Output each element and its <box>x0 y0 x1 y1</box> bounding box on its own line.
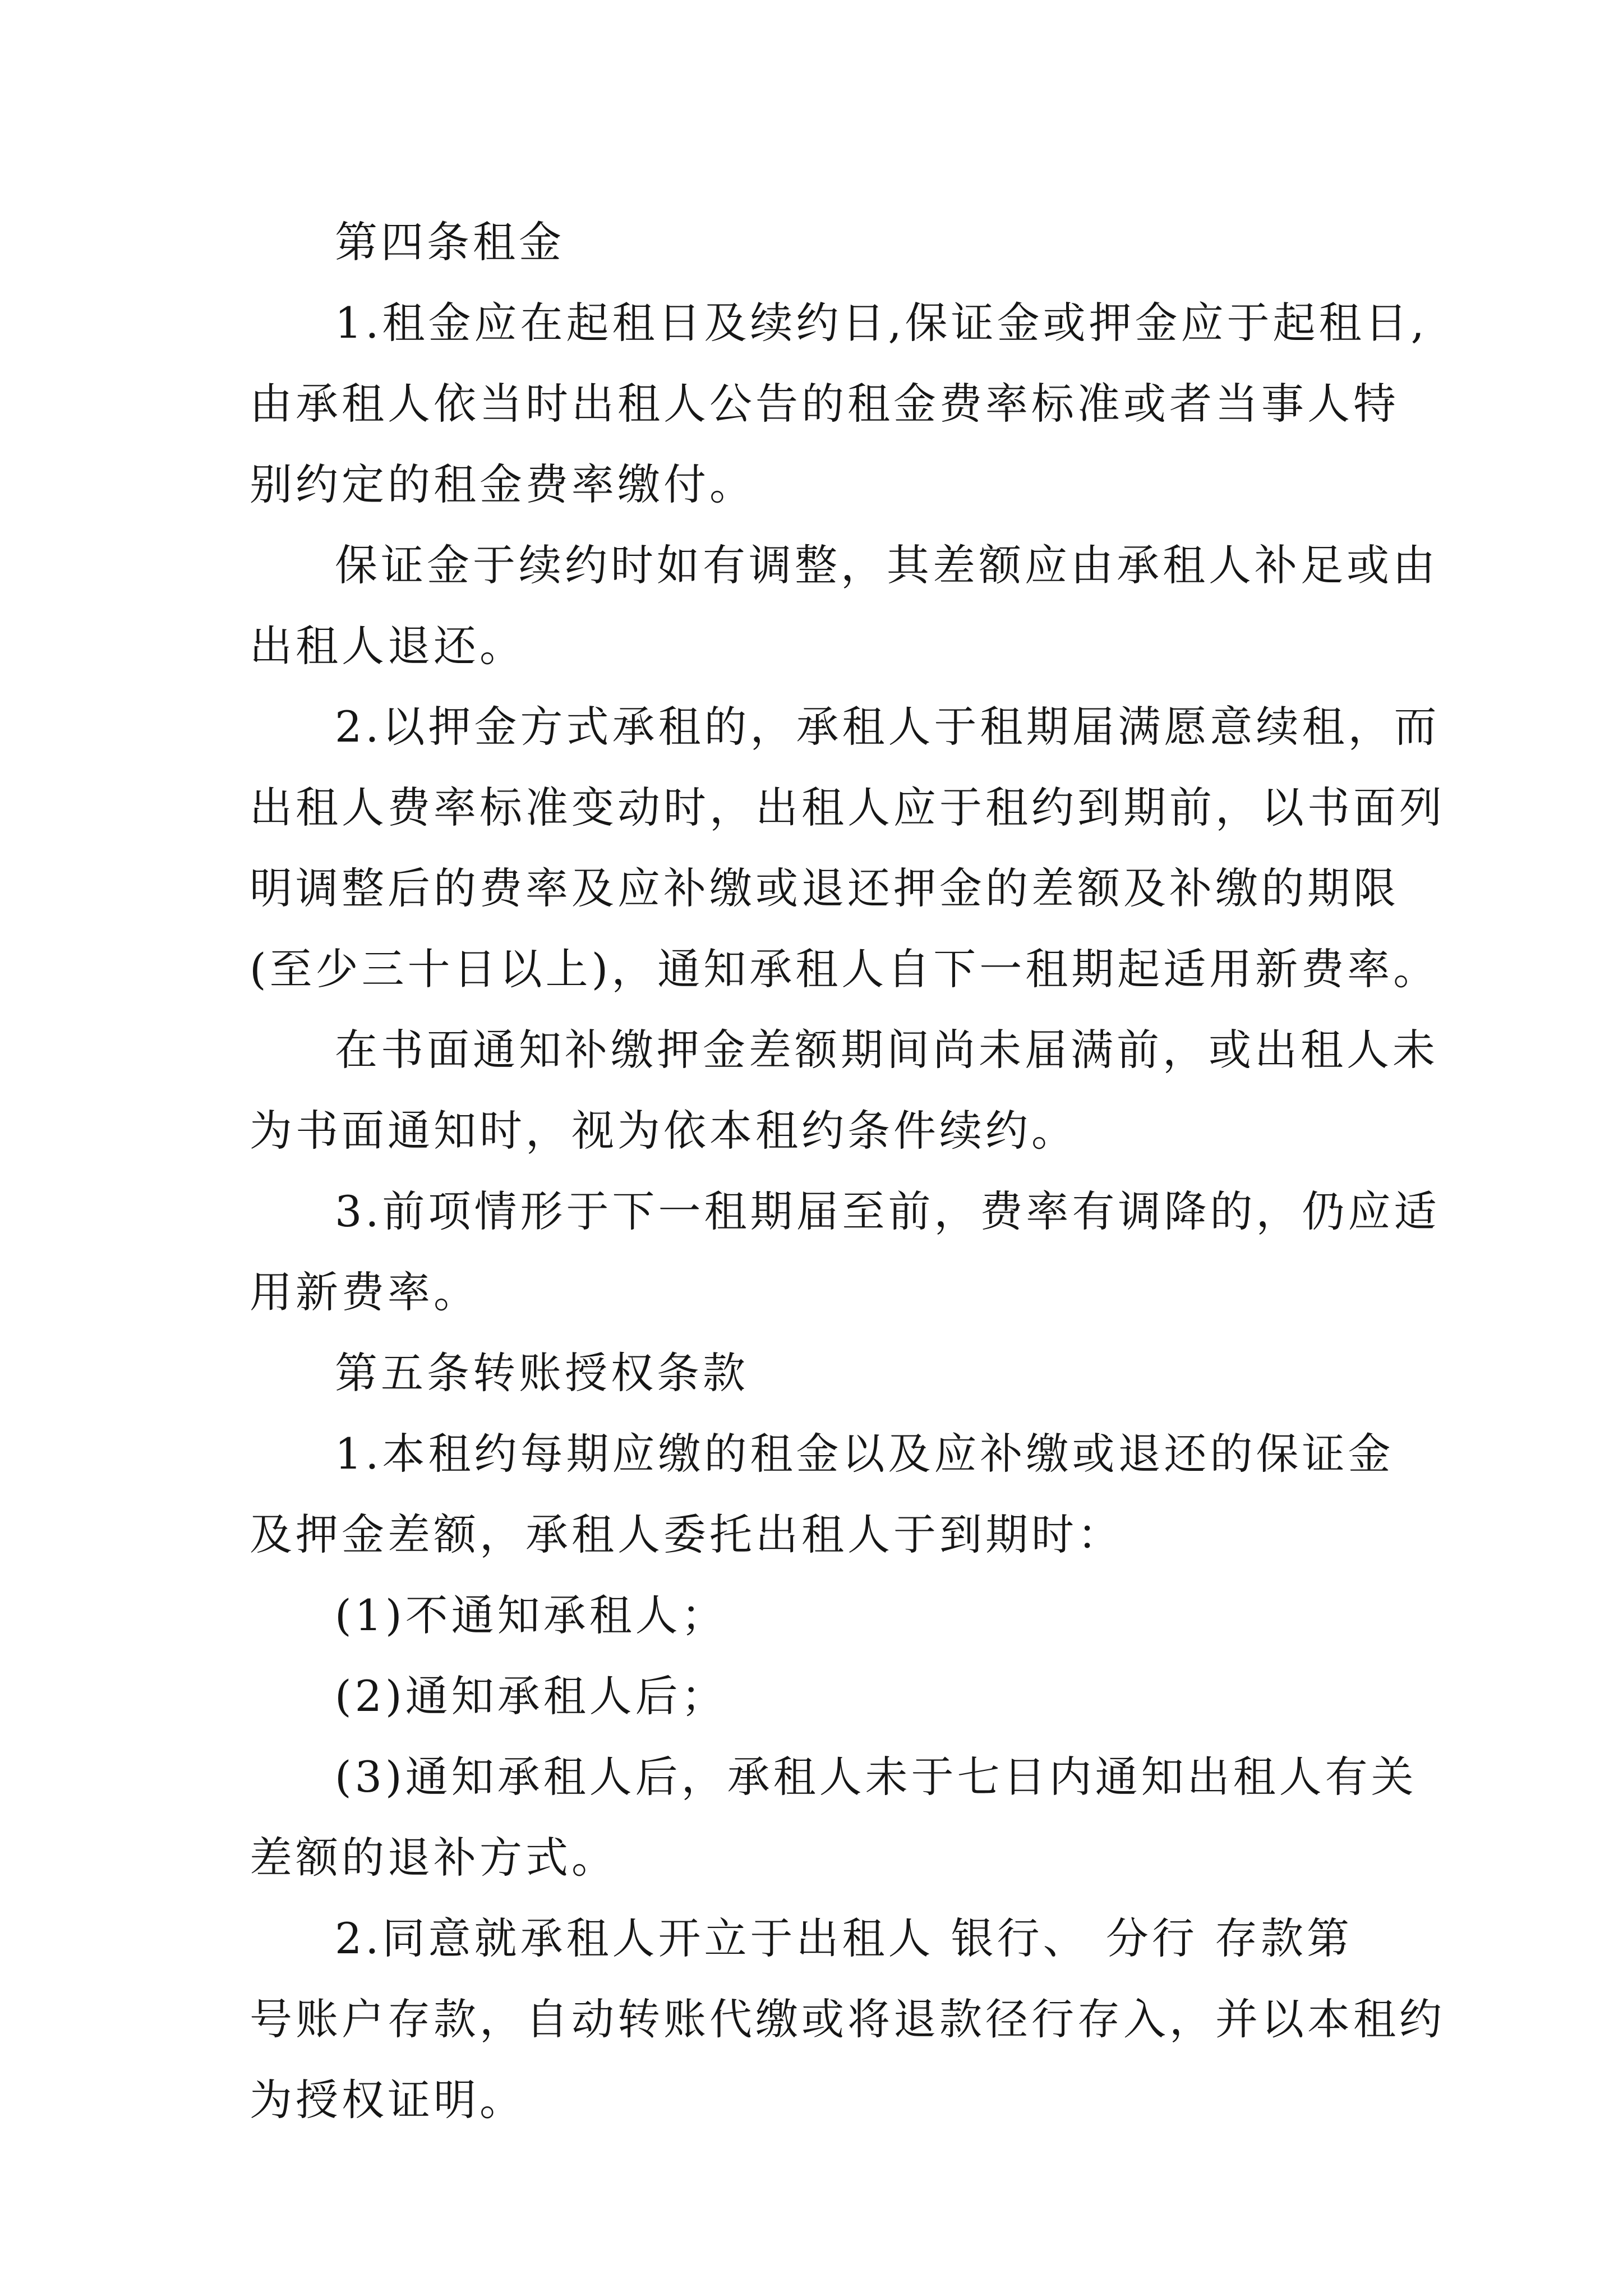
paragraph-line: 1.租金应在起租日及续约日,保证金或押金应于起租日, <box>335 298 1428 348</box>
list-item: (2)通知承租人后； <box>335 1671 727 1721</box>
paragraph-line: 3.前项情形于下一租期届至前，费率有调降的，仍应适 <box>335 1186 1440 1236</box>
paragraph-line: 出租人费率标准变动时，出租人应于租约到期前，以书面列 <box>250 783 1445 832</box>
list-item: (3)通知承租人后，承租人未于七日内通知出租人有关 <box>335 1752 1417 1802</box>
paragraph-line: 为授权证明。 <box>250 2075 525 2125</box>
list-item: (1)不通知承租人； <box>335 1590 727 1640</box>
article-4-heading: 第四条租金 <box>335 217 565 267</box>
paragraph-line: 2.以押金方式承租的，承租人于租期届满愿意续租，而 <box>335 702 1440 752</box>
paragraph-line: 出租人退还。 <box>250 621 525 671</box>
paragraph-line: 明调整后的费率及应补缴或退还押金的差额及补缴的期限 <box>250 863 1399 913</box>
paragraph-line: 用新费率。 <box>250 1267 479 1317</box>
paragraph-line: 号账户存款，自动转账代缴或将退款径行存入，并以本租约 <box>250 1994 1445 2044</box>
paragraph-line: 由承租人依当时出租人公告的租金费率标准或者当事人特 <box>250 379 1399 429</box>
article-5-heading: 第五条转账授权条款 <box>335 1348 749 1398</box>
paragraph-line: (至少三十日以上)，通知承租人自下一租期起适用新费率。 <box>250 944 1440 994</box>
paragraph-line: 为书面通知时，视为依本租约条件续约。 <box>250 1106 1077 1156</box>
paragraph-line: 差额的退补方式。 <box>250 1833 617 1883</box>
paragraph-line: 在书面通知补缴押金差额期间尚未届满前，或出租人未 <box>335 1025 1438 1075</box>
paragraph-line: 保证金于续约时如有调整，其差额应由承租人补足或由 <box>335 540 1438 590</box>
document-body <box>250 202 1445 2141</box>
paragraph-line: 及押金差额，承租人委托出租人于到期时： <box>250 1510 1123 1559</box>
paragraph-line: 2.同意就承租人开立于出租人 银行、 分行 存款第 <box>335 1913 1353 1963</box>
paragraph-line: 别约定的租金费率缴付。 <box>250 459 755 509</box>
paragraph-line: 1.本租约每期应缴的租金以及应补缴或退还的保证金 <box>335 1429 1394 1479</box>
